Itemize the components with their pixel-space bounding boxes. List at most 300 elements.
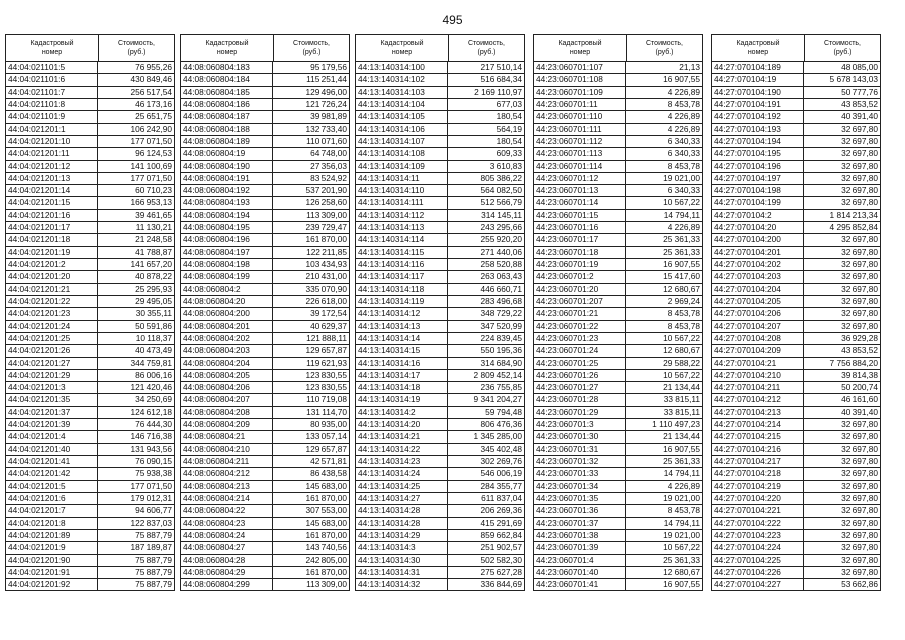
cost-cell: 39 981,89 [310, 111, 347, 122]
table-row [181, 345, 349, 357]
cost-cell: 25 361,33 [663, 234, 700, 245]
table-row [534, 210, 702, 222]
cost-cell: 50 591,86 [135, 320, 172, 331]
cadastral-number-cell: 44:08:060804:21 [181, 431, 273, 442]
cost-cell: 14 794,11 [663, 468, 700, 479]
table-row [181, 197, 349, 209]
cadastral-number-cell: 44:04:021201:23 [6, 308, 98, 319]
cadastral-number-cell: 44:08:060804:2 [181, 284, 273, 295]
cadastral-number-cell: 44:04:021201:37 [6, 407, 98, 418]
cost-cell: 121 726,24 [305, 98, 347, 109]
table-row [712, 247, 880, 259]
cadastral-number-cell: 44:04:021201:21 [6, 284, 98, 295]
cadastral-number-cell: 44:27:070104:205 [712, 296, 804, 307]
cost-cell: 110 719,08 [306, 394, 347, 405]
cost-cell: 59 794,48 [485, 406, 522, 417]
cadastral-number-cell: 44:04:021201:29 [6, 370, 98, 381]
table-row [356, 481, 524, 493]
table-row [6, 419, 174, 431]
table-row [356, 74, 524, 86]
table-row [181, 99, 349, 111]
table-row [356, 407, 524, 419]
cost-cell: 16 907,55 [663, 259, 700, 269]
cost-cell: 348 729,22 [480, 308, 522, 319]
cost-cell: 4 226,89 [667, 222, 700, 233]
table-row [6, 185, 174, 197]
table-row [534, 333, 702, 345]
cost-cell: 32 697,80 [841, 246, 878, 257]
table-row [712, 382, 880, 394]
cost-cell: 611 837,04 [481, 492, 522, 503]
cost-cell: 60 710,23 [135, 185, 172, 196]
table-row [6, 136, 174, 148]
cost-cell: 177 071,50 [130, 480, 172, 491]
cost-cell: 53 662,86 [841, 579, 878, 590]
table-row [356, 370, 524, 382]
table-row [712, 505, 880, 517]
cadastral-number-cell: 44:23:060701:36 [534, 505, 626, 516]
table-row [181, 259, 349, 271]
cadastral-number-cell: 44:08:060804:210 [181, 444, 273, 455]
cadastral-number-cell: 44:04:021201:1 [6, 124, 98, 135]
table-column-1 [5, 34, 175, 591]
header-cadastral-number: Кадастровый номер [534, 35, 627, 61]
cost-cell: 32 697,80 [841, 542, 878, 553]
table-row [712, 518, 880, 530]
cadastral-number-cell: 44:08:060804:208 [181, 407, 273, 418]
cost-cell: 3 610,83 [489, 160, 522, 171]
table-row [534, 530, 702, 542]
cadastral-number-cell: 44:13:140314:15 [356, 345, 448, 356]
cost-cell: 103 434,93 [305, 259, 347, 269]
table-row [6, 234, 174, 246]
cost-cell: 46 173,16 [135, 98, 172, 109]
cadastral-number-cell: 44:04:021201:17 [6, 222, 98, 233]
cost-cell: 177 071,50 [130, 172, 172, 183]
cost-cell: 307 553,00 [305, 505, 347, 516]
cadastral-number-cell: 44:23:060701:21 [534, 308, 626, 319]
cost-cell: 564,19 [496, 123, 522, 134]
table-row [534, 321, 702, 333]
cost-cell: 39 461,65 [135, 209, 172, 220]
cost-cell: 10 567,22 [663, 332, 700, 343]
table-row [356, 62, 524, 74]
cost-cell: 161 870,00 [305, 234, 347, 245]
table-row [712, 321, 880, 333]
cost-cell: 166 953,13 [130, 197, 172, 208]
cost-cell: 32 697,80 [841, 135, 878, 146]
table-row [181, 173, 349, 185]
table-row [181, 394, 349, 406]
cost-cell: 6 340,33 [667, 135, 700, 146]
table-row [356, 148, 524, 160]
table-row [181, 567, 349, 579]
cost-cell: 180,54 [496, 135, 522, 146]
table-row [356, 394, 524, 406]
table-row [712, 358, 880, 370]
cadastral-number-cell: 44:13:140314:119 [356, 296, 448, 307]
cost-cell: 177 071,50 [130, 135, 172, 146]
cost-cell: 32 697,80 [841, 431, 878, 442]
cost-cell: 123 830,55 [305, 382, 347, 393]
cadastral-number-cell: 44:27:070104:196 [712, 161, 804, 172]
header-cadastral-number: Кадастровый номер [712, 35, 805, 61]
cadastral-number-cell: 44:23:060701:107 [534, 62, 626, 73]
cadastral-number-cell: 44:13:140314:100 [356, 62, 448, 73]
table-row [712, 74, 880, 86]
cost-cell: 314 145,11 [481, 209, 522, 220]
cost-cell: 314 684,90 [480, 357, 522, 368]
cost-cell: 4 226,89 [667, 111, 700, 122]
table-row [534, 358, 702, 370]
table-header [355, 34, 525, 62]
table-row [181, 493, 349, 505]
table-row [712, 468, 880, 480]
table-row [6, 124, 174, 136]
cost-cell: 21 248,58 [135, 234, 172, 245]
cost-cell: 226 618,00 [305, 295, 347, 306]
cost-cell: 32 697,80 [841, 468, 878, 479]
table-body [711, 62, 881, 591]
table-row [712, 99, 880, 111]
cadastral-number-cell: 44:13:140314:23 [356, 456, 448, 467]
cadastral-number-cell: 44:23:060701:19 [534, 259, 626, 270]
cost-cell: 242 805,00 [305, 554, 347, 565]
table-row [356, 333, 524, 345]
cost-cell: 29 588,22 [663, 357, 700, 368]
cost-cell: 119 621,93 [306, 357, 347, 368]
cadastral-number-cell: 44:27:070104:210 [712, 370, 804, 381]
cadastral-number-cell: 44:13:140314:105 [356, 111, 448, 122]
cadastral-number-cell: 44:08:060804:201 [181, 321, 273, 332]
table-row [181, 296, 349, 308]
table-row [181, 456, 349, 468]
table-body [533, 62, 703, 591]
table-row [712, 111, 880, 123]
table-row [712, 185, 880, 197]
table-row [181, 222, 349, 234]
cadastral-number-cell: 44:27:070104:194 [712, 136, 804, 147]
cost-cell: 75 887,79 [135, 529, 172, 540]
table-row [6, 222, 174, 234]
table-row [534, 518, 702, 530]
table-row [181, 358, 349, 370]
cost-cell: 2 169 110,97 [474, 86, 522, 97]
page-number: 495 [442, 13, 463, 27]
cadastral-number-cell: 44:27:070104:191 [712, 99, 804, 110]
cost-cell: 8 453,78 [667, 98, 700, 109]
cadastral-number-cell: 44:23:060701:31 [534, 444, 626, 455]
table-row [356, 247, 524, 259]
cadastral-number-cell: 44:23:060701:15 [534, 210, 626, 221]
cost-cell: 32 697,80 [841, 185, 878, 196]
cadastral-number-cell: 44:27:070104:208 [712, 333, 804, 344]
table-row [534, 87, 702, 99]
table-row [712, 87, 880, 99]
cost-cell: 76 090,15 [135, 456, 172, 466]
cost-cell: 122 837,03 [130, 517, 172, 528]
table-row [356, 505, 524, 517]
cadastral-number-cell: 44:04:021101:7 [6, 87, 98, 98]
table-row [712, 259, 880, 271]
header-cadastral-number: Кадастровый номер [181, 35, 274, 61]
cadastral-number-cell: 44:08:060804:204 [181, 358, 273, 369]
cost-cell: 6 340,33 [667, 148, 700, 159]
cadastral-number-cell: 44:13:140314:12 [356, 308, 448, 319]
cadastral-number-cell: 44:23:060701:3 [534, 419, 626, 430]
cost-cell: 106 242,90 [130, 123, 172, 134]
cost-cell: 284 355,77 [480, 480, 522, 491]
cost-cell: 8 453,78 [667, 308, 700, 319]
cost-cell: 179 012,31 [130, 492, 172, 503]
cadastral-number-cell: 44:08:060804:27 [181, 542, 273, 553]
table-row [356, 259, 524, 271]
table-row [181, 444, 349, 456]
cost-cell: 537 201,90 [305, 185, 347, 196]
cost-cell: 124 612,18 [130, 406, 172, 417]
cost-cell: 145 683,00 [305, 517, 347, 528]
table-row [6, 74, 174, 86]
table-row [356, 345, 524, 357]
cadastral-number-cell: 44:27:070104:214 [712, 419, 804, 430]
cost-cell: 251 902,57 [480, 542, 522, 553]
cost-cell: 32 697,80 [841, 283, 878, 294]
cost-cell: 516 684,34 [480, 74, 522, 85]
cadastral-number-cell: 44:08:060804:183 [181, 62, 273, 73]
table-row [712, 542, 880, 554]
cost-cell: 336 844,69 [480, 579, 522, 590]
cost-cell: 263 063,43 [480, 271, 522, 282]
table-row [6, 87, 174, 99]
cadastral-number-cell: 44:04:021201:5 [6, 481, 98, 492]
table-body [180, 62, 350, 591]
cadastral-number-cell: 44:13:140314:28 [356, 518, 448, 529]
cost-cell: 110 071,60 [306, 135, 347, 146]
cadastral-number-cell: 44:13:140314:11 [356, 173, 448, 184]
table-row [6, 579, 174, 591]
cost-cell: 283 496,68 [480, 295, 522, 306]
table-row [356, 530, 524, 542]
cadastral-number-cell: 44:04:021101:6 [6, 74, 98, 85]
cost-cell: 8 453,78 [667, 320, 700, 331]
cadastral-number-cell: 44:04:021201:3 [6, 382, 98, 393]
table-row [712, 444, 880, 456]
cadastral-number-cell: 44:08:060804:194 [181, 210, 273, 221]
cost-cell: 180,54 [496, 111, 522, 122]
cadastral-number-cell: 44:04:021201:39 [6, 419, 98, 430]
table-row [6, 518, 174, 530]
cadastral-number-cell: 44:13:140314:14 [356, 333, 448, 344]
cadastral-number-cell: 44:13:140314:29 [356, 530, 448, 541]
cost-cell: 446 660,71 [480, 283, 522, 294]
cadastral-number-cell: 44:23:060701:14 [534, 197, 626, 208]
cost-cell: 25 361,33 [663, 456, 700, 466]
cost-cell: 12 680,67 [663, 345, 700, 356]
cadastral-number-cell: 44:13:140314:32 [356, 579, 448, 590]
cadastral-number-cell: 44:23:060701:18 [534, 247, 626, 258]
cost-cell: 430 849,46 [130, 74, 172, 85]
cadastral-number-cell: 44:27:070104:202 [712, 259, 804, 270]
table-row [6, 555, 174, 567]
cadastral-number-cell: 44:04:021201:19 [6, 247, 98, 258]
table-row [181, 87, 349, 99]
cadastral-number-cell: 44:13:140314:117 [356, 271, 448, 282]
table-column-2 [180, 34, 350, 591]
table-row [712, 419, 880, 431]
cadastral-number-cell: 44:08:060804:20 [181, 296, 273, 307]
cost-cell: 564 082,50 [480, 185, 522, 196]
header-cost: Стоимость, (руб.) [293, 40, 330, 56]
table-row [181, 210, 349, 222]
table-row [534, 407, 702, 419]
cadastral-number-cell: 44:08:060804:28 [181, 555, 273, 566]
header-cost: Стоимость, (руб.) [118, 40, 155, 56]
cost-cell: 113 309,00 [306, 209, 347, 220]
cost-cell: 32 697,80 [841, 517, 878, 528]
cadastral-number-cell: 44:13:140314:108 [356, 148, 448, 159]
cost-cell: 161 870,00 [305, 566, 347, 577]
cadastral-number-cell: 44:27:070104:195 [712, 148, 804, 159]
cost-cell: 40 391,40 [841, 111, 878, 122]
header-cost: Стоимость, (руб.) [646, 40, 683, 56]
cadastral-number-cell: 44:23:060701:2 [534, 271, 626, 282]
cadastral-number-cell: 44:23:060701:25 [534, 358, 626, 369]
cadastral-number-cell: 44:23:060701:16 [534, 222, 626, 233]
cadastral-number-cell: 44:08:060804:188 [181, 124, 273, 135]
cost-cell: 258 520,88 [480, 259, 522, 269]
cost-cell: 10 118,37 [135, 332, 172, 343]
cadastral-number-cell: 44:27:070104:21 [712, 358, 804, 369]
cadastral-number-cell: 44:08:060804:191 [181, 173, 273, 184]
cadastral-number-cell: 44:23:060701:41 [534, 579, 626, 590]
cadastral-number-cell: 44:13:140314:118 [356, 284, 448, 295]
table-row [356, 296, 524, 308]
cadastral-number-cell: 44:23:060701:110 [534, 111, 626, 122]
table-row [534, 62, 702, 74]
cost-cell: 115 251,44 [306, 74, 347, 85]
table-row [356, 111, 524, 123]
cost-cell: 32 697,80 [841, 259, 878, 269]
cadastral-number-cell: 44:27:070104:221 [712, 505, 804, 516]
cost-cell: 43 853,52 [841, 98, 878, 109]
cost-cell: 512 566,79 [480, 197, 522, 208]
cost-cell: 50 777,76 [841, 86, 878, 97]
table-row [356, 555, 524, 567]
cadastral-number-cell: 44:13:140314:107 [356, 136, 448, 147]
cost-cell: 46 161,60 [841, 394, 878, 405]
table-row [181, 481, 349, 493]
table-row [6, 468, 174, 480]
cost-cell: 75 887,79 [135, 566, 172, 577]
cadastral-number-cell: 44:27:070104:203 [712, 271, 804, 282]
scan-bottom-edge [0, 626, 905, 632]
cadastral-number-cell: 44:08:060804:29 [181, 567, 273, 578]
cost-cell: 75 887,79 [135, 554, 172, 565]
cadastral-number-cell: 44:08:060804:189 [181, 136, 273, 147]
table-row [6, 111, 174, 123]
table-row [712, 284, 880, 296]
table-row [534, 197, 702, 209]
table-row [6, 370, 174, 382]
table-row [534, 296, 702, 308]
table-row [356, 271, 524, 283]
table-row [534, 259, 702, 271]
cost-cell: 39 172,54 [310, 308, 347, 319]
cost-cell: 14 794,11 [663, 209, 700, 220]
table-row [6, 382, 174, 394]
table-row [181, 431, 349, 443]
cost-cell: 32 697,80 [841, 480, 878, 491]
cost-cell: 86 438,58 [310, 468, 347, 479]
cost-cell: 16 907,55 [663, 74, 700, 85]
cadastral-number-cell: 44:08:060804:205 [181, 370, 273, 381]
cost-cell: 21 134,44 [663, 431, 700, 442]
table-row [6, 431, 174, 443]
cadastral-number-cell: 44:13:140314:24 [356, 468, 448, 479]
cadastral-number-cell: 44:04:021201:2 [6, 259, 98, 270]
cost-cell: 677,03 [496, 98, 522, 109]
cost-cell: 32 697,80 [841, 172, 878, 183]
cadastral-number-cell: 44:13:140314:114 [356, 234, 448, 245]
table-row [181, 555, 349, 567]
table-row [356, 468, 524, 480]
cost-cell: 32 697,80 [841, 295, 878, 306]
cost-cell: 40 391,40 [841, 406, 878, 417]
table-row [181, 234, 349, 246]
cadastral-number-cell: 44:04:021201:35 [6, 394, 98, 405]
table-row [712, 555, 880, 567]
table-row [534, 419, 702, 431]
cost-cell: 256 517,54 [130, 86, 172, 97]
cost-cell: 76 444,30 [135, 419, 172, 430]
cadastral-number-cell: 44:27:070104:218 [712, 468, 804, 479]
cadastral-number-cell: 44:27:070104:201 [712, 247, 804, 258]
table-row [181, 333, 349, 345]
table-row [356, 358, 524, 370]
cost-cell: 32 697,80 [841, 308, 878, 319]
cost-cell: 95 179,56 [310, 62, 347, 72]
table-row [356, 308, 524, 320]
cadastral-number-cell: 44:04:021201:8 [6, 518, 98, 529]
cost-cell: 11 130,21 [135, 222, 172, 233]
cadastral-number-cell: 44:27:070104:219 [712, 481, 804, 492]
table-row [6, 407, 174, 419]
cost-cell: 6 340,33 [667, 185, 700, 196]
cadastral-number-cell: 44:23:060701:20 [534, 284, 626, 295]
header-cadastral-number: Кадастровый номер [356, 35, 449, 61]
table-row [712, 431, 880, 443]
table-row [181, 542, 349, 554]
cadastral-number-cell: 44:04:021201:4 [6, 431, 98, 442]
table-row [6, 567, 174, 579]
cadastral-number-cell: 44:23:060701:38 [534, 530, 626, 541]
cost-cell: 36 929,28 [841, 332, 878, 343]
cadastral-number-cell: 44:23:060701:108 [534, 74, 626, 85]
table-row [534, 99, 702, 111]
table-row [534, 468, 702, 480]
cadastral-number-cell: 44:08:060804:193 [181, 197, 273, 208]
cadastral-number-cell: 44:23:060701:39 [534, 542, 626, 553]
cadastral-number-cell: 44:23:060701:113 [534, 148, 626, 159]
cadastral-number-cell: 44:23:060701:13 [534, 185, 626, 196]
table-row [6, 197, 174, 209]
cost-cell: 32 697,80 [841, 529, 878, 540]
table-row [534, 456, 702, 468]
cost-cell: 131 114,70 [306, 406, 347, 417]
table-row [534, 505, 702, 517]
cadastral-number-cell: 44:13:140314:109 [356, 161, 448, 172]
table-row [534, 111, 702, 123]
